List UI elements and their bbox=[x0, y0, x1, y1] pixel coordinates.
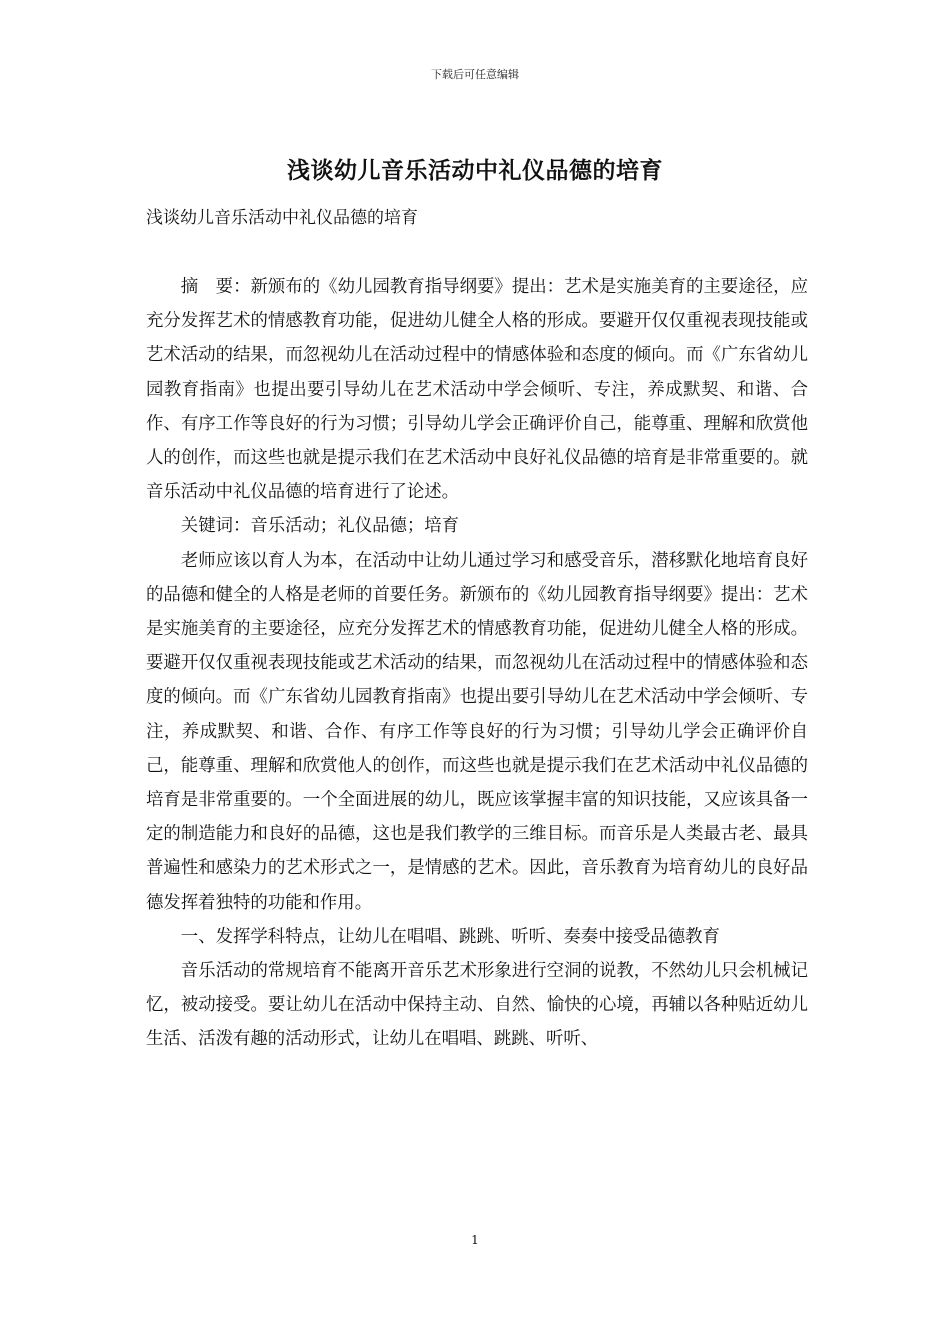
header-note: 下载后可任意编辑 bbox=[431, 68, 519, 81]
document-title: 浅谈幼儿音乐活动中礼仪品德的培育 bbox=[287, 157, 663, 184]
abstract-paragraph: 摘 要：新颁布的《幼儿园教育指导纲要》提出：艺术是实施美育的主要途径，应充分发挥艺术的情感教育功能，促进幼儿健全人格的形成。要避开仅仅重视表现技能或艺术活动的结果，而忽视幼儿在活动过程中的情感体验和态度的倾向。而《广东省幼儿园教育指南》也提出要引导幼儿在艺术活动中学会倾听、专注，养成默契、和谐、合作、有序工作等良好的行为习惯；引导幼儿学会正确评价自己，能尊重、理解和欣赏他人的创作，而这些也就是提示我们在艺术活动中良好礼仪品德的培育是非常重要的。就音乐活动中礼仪品德的培育进行了论述。 bbox=[146, 277, 808, 503]
document-body bbox=[146, 270, 808, 1057]
page-number: 1 bbox=[471, 1233, 479, 1247]
section-heading: 一、发挥学科特点，让幼儿在唱唱、跳跳、听听、奏奏中接受品德教育 bbox=[180, 926, 720, 947]
body-paragraph: 老师应该以育人为本，在活动中让幼儿通过学习和感受音乐，潜移默化地培育良好的品德和健全的人格是老师的首要任务。新颁布的《幼儿园教育指导纲要》提出：艺术是实施美育的主要途径，应充分发挥艺术的情感教育功能，促进幼儿健全人格的形成。要避开仅仅重视表现技能或艺术活动的结果，而忽视幼儿在活动过程中的情感体验和态度的倾向。而《广东省幼儿园教育指南》也提出要引导幼儿在艺术活动中学会倾听、专注，养成默契、和谐、合作、有序工作等良好的行为习惯；引导幼儿学会正确评价自己，能尊重、理解和欣赏他人的创作，而这些也就是提示我们在艺术活动中礼仪品德的培育是非常重要的。一个全面进展的幼儿，既应该掌握丰富的知识技能，又应该具备一定的制造能力和良好的品德，这也是我们教学的三维目标。而音乐是人类最古老、最具普遍性和感染力的艺术形式之一，是情感的艺术。因此，音乐教育为培育幼儿的良好品德发挥着独特的功能和作用。 bbox=[146, 550, 808, 913]
document-subtitle: 浅谈幼儿音乐活动中礼仪品德的培育 bbox=[146, 208, 418, 228]
body-paragraph: 音乐活动的常规培育不能离开音乐艺术形象进行空洞的说教，不然幼儿只会机械记忆，被动接受。要让幼儿在活动中保持主动、自然、愉快的心境，再辅以各种贴近幼儿生活、活泼有趣的活动形式，让幼儿在唱唱、跳跳、听听、 bbox=[146, 961, 808, 1050]
keywords-paragraph: 关键词：音乐活动；礼仪品德；培育 bbox=[180, 516, 460, 537]
